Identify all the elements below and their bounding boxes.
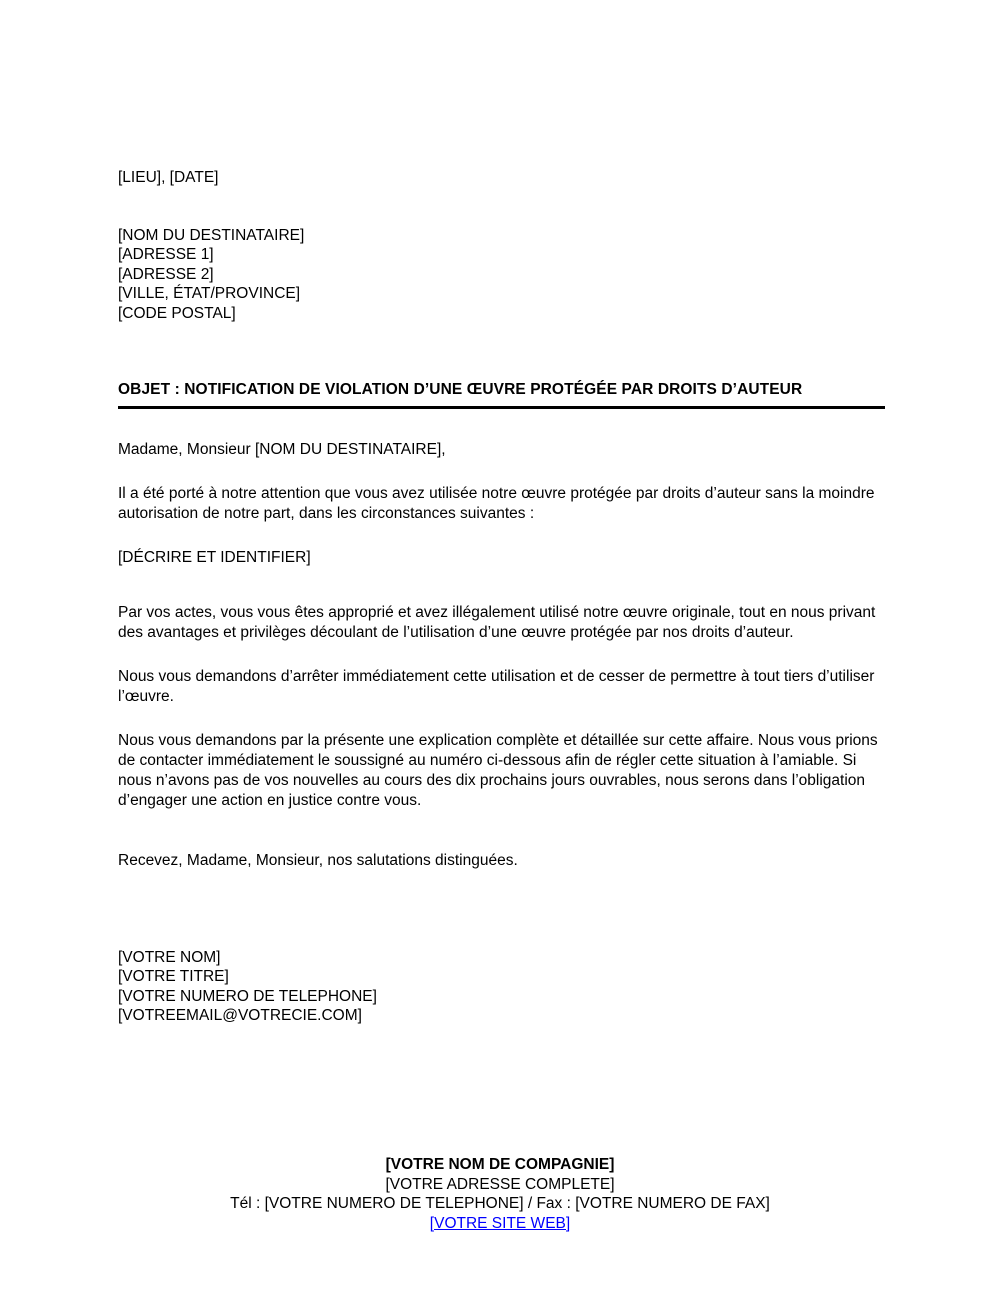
footer-company-name: [VOTRE NOM DE COMPAGNIE] — [385, 1156, 615, 1173]
recipient-address-block — [118, 226, 886, 324]
footer-address: [VOTRE ADRESSE COMPLETE] — [385, 1175, 615, 1193]
paragraph-explanation-demand: Nous vous demandons par la présente une explication complète et détaillée sur cette affaire. Nous vous prions de contacter immédiatement le soussigné au numéro ci-dessous afin de régler cette situation à l’amiable. Si nous n’avons pas de vos nouvelles au cours des dix prochains jours ouvrables, nous serons dans l’obligation d’engager une action en justice contre vous. — [118, 731, 878, 809]
footer-phone-fax: Tél : [VOTRE NUMERO DE TELEPHONE] / Fax : [VOTRE NUMERO DE FAX] — [230, 1195, 770, 1212]
subject-section — [118, 380, 886, 409]
signature-name: [VOTRE NOM] — [118, 948, 221, 966]
letter-body — [118, 168, 886, 1026]
recipient-name: [NOM DU DESTINATAIRE] — [118, 226, 305, 244]
signature-phone: [VOTRE NUMERO DE TELEPHONE] — [118, 987, 377, 1005]
signature-block — [118, 948, 886, 1026]
describe-identify-placeholder: [DÉCRIRE ET IDENTIFIER] — [118, 548, 311, 566]
footer-website-link-wrap — [0, 1214, 1000, 1234]
recipient-postal-code: [CODE POSTAL] — [118, 304, 236, 322]
recipient-city-state: [VILLE, ÉTAT/PROVINCE] — [118, 285, 301, 302]
page-footer — [0, 1155, 1000, 1233]
date-location-line: [LIEU], [DATE] — [118, 169, 219, 186]
paragraph-infringement-notice: Il a été porté à notre attention que vous avez utilisée notre œuvre protégée par droits d’auteur sans la moindre autorisation de notre part, dans les circonstances suivantes : — [118, 484, 875, 522]
signature-email: [VOTREEMAIL@VOTRECIE.COM] — [118, 1007, 362, 1024]
recipient-address-2: [ADRESSE 2] — [118, 265, 214, 283]
paragraph-appropriation: Par vos actes, vous vous êtes approprié et avez illégalement utilisé notre œuvre originale, tout en nous privant des avantages et privilèges découlant de l’utilisation d’une œuvre protégée par nos droits d’auteur. — [118, 603, 876, 641]
footer-website-link[interactable]: [VOTRE SITE WEB] — [429, 1214, 571, 1232]
subject-heading: OBJET : NOTIFICATION DE VIOLATION D’UNE ŒUVRE PROTÉGÉE PAR DROITS D’AUTEUR — [118, 381, 803, 398]
signature-title: [VOTRE TITRE] — [118, 968, 229, 985]
paragraph-cease-use: Nous vous demandons d’arrêter immédiatement cette utilisation et de cesser de permettre à tout tiers d’utiliser l’œuvre. — [118, 667, 875, 705]
subject-divider-rule — [118, 406, 885, 409]
closing-line: Recevez, Madame, Monsieur, nos salutations distinguées. — [118, 851, 518, 869]
recipient-address-1: [ADRESSE 1] — [118, 246, 214, 263]
salutation-line: Madame, Monsieur [NOM DU DESTINATAIRE], — [118, 441, 446, 458]
